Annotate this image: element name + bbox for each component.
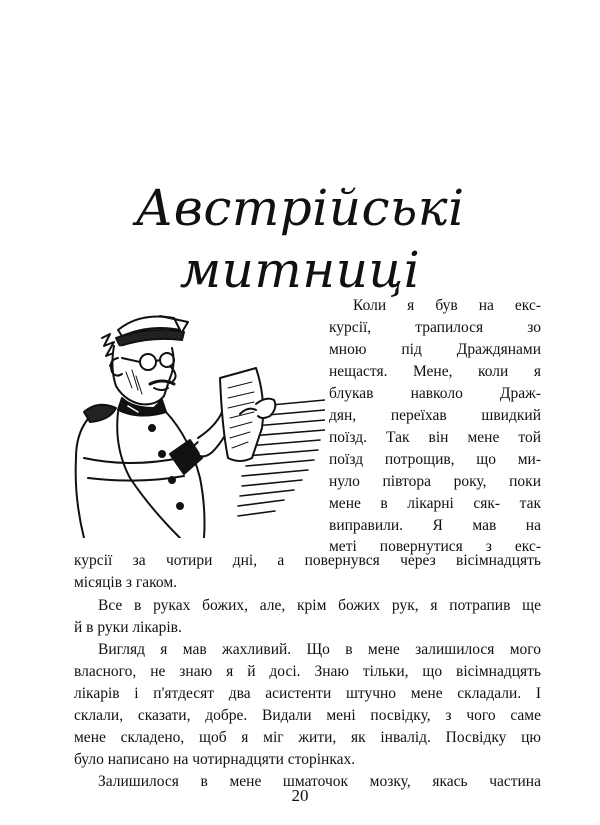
- text-line: й в руки лікарів.: [74, 619, 182, 636]
- text-line: Коли я був на екс-: [353, 297, 541, 314]
- text-line: поїзд. Так він мене той: [329, 429, 541, 446]
- text-line: курсії, трапилося зо: [329, 319, 541, 336]
- text-line: нещастя. Мене, коли я: [329, 363, 541, 380]
- text-line: блукав навколо Драж-: [329, 385, 541, 402]
- chapter-title-line-2: митниці: [179, 241, 421, 299]
- text-line: мене складено, щоб я міг жити, як інвалід. Посвідку цю: [74, 729, 541, 746]
- chapter-title-line-1: Австрійські: [135, 179, 465, 237]
- text-line: було написано на чотирнадцяти сторінках.: [74, 751, 356, 768]
- text-line: курсії за чотири дні, а повернувся через вісімнадцять: [74, 552, 541, 569]
- text-line: лікарів і п'ятдесят два асистенти штучно мене складали. І: [74, 685, 541, 702]
- text-line: мною під Драждянами: [329, 341, 541, 358]
- text-line: склали, сказати, добре. Видали мені посвідку, з чого саме: [74, 707, 541, 724]
- man-reading-paper-illustration: [70, 308, 325, 538]
- text-line: мене в лікарні сяк- так: [329, 495, 541, 512]
- text-line: Вигляд я мав жахливий. Що в мене залишилося мого: [98, 641, 541, 658]
- page-number: 20: [291, 786, 309, 805]
- text-line: виправили. Я мав на: [329, 517, 541, 534]
- text-line: власного, не знаю я й досі. Знаю тільки, що вісімнадцять: [74, 663, 541, 680]
- text-line: місяців з гаком.: [74, 574, 178, 591]
- text-line: нуло півтора року, поки: [329, 473, 541, 490]
- text-line: Залишилося в мене шматочок мозку, якась частина: [98, 773, 541, 790]
- text-line: меті повернутися з екс-: [329, 538, 541, 555]
- text-line: Все в руках божих, але, крім божих рук, я потрапив ще: [98, 597, 541, 614]
- text-line: дян, переїхав швидкий: [329, 407, 541, 424]
- text-line: поїзд потрощив, що ми-: [329, 451, 541, 468]
